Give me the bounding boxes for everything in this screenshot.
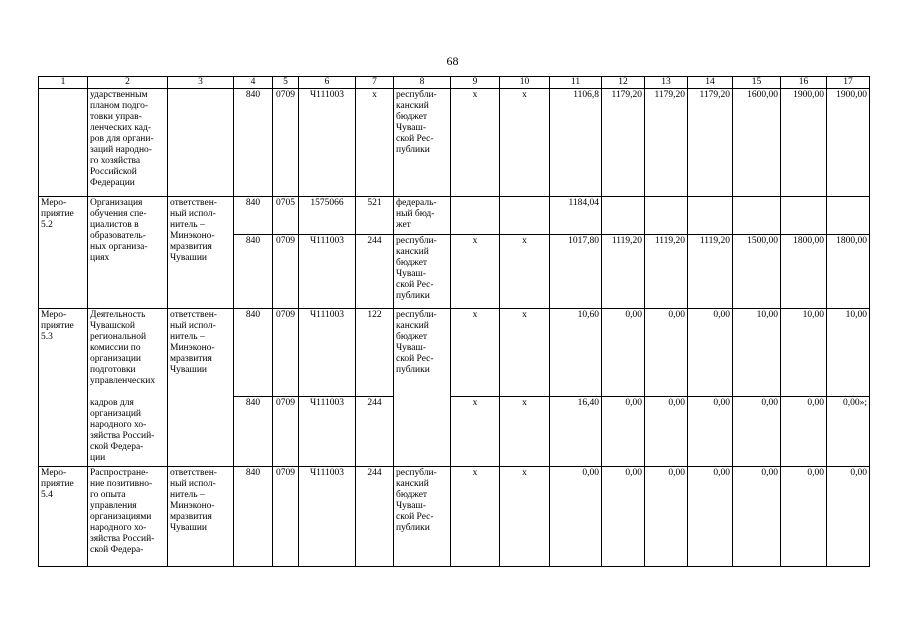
table-cell: 1184,04 <box>550 197 602 235</box>
table-cell <box>168 89 234 197</box>
table-cell: 0,00 <box>733 397 781 467</box>
activity-number: Меро- приятие 5.2 <box>41 198 74 230</box>
table-row <box>39 309 870 397</box>
table-cell: 840 <box>234 397 273 467</box>
table-cell <box>500 197 550 235</box>
table-cell <box>602 197 645 235</box>
activity-name-cell <box>88 89 168 197</box>
table-cell: 0,00 <box>602 467 645 567</box>
table-cell: Ч111003 <box>299 309 356 397</box>
table-row <box>39 197 870 235</box>
header-cell: 5 <box>273 77 299 89</box>
activity-name: ударственным планом подго- товки управ- ленческих кад- ров для органи- заций народно- го хозяйства Российской Федерации <box>90 90 154 188</box>
table-cell: 1119,20 <box>688 235 733 309</box>
table-cell: х <box>500 467 550 567</box>
header-cell: 6 <box>299 77 356 89</box>
executor: ответствен- ный испол- нитель – Минэконо- мразвития Чувашии <box>170 468 217 533</box>
activity-number-cell <box>39 309 88 467</box>
executor: ответствен- ный испол- нитель – Минэконо- мразвития Чувашии <box>170 198 217 263</box>
activity-name: Деятельность Чувашской региональной комиссии по организации подготовки управленческих <box>90 310 156 386</box>
table-cell: 0,00 <box>688 397 733 467</box>
table-cell: 1900,00 <box>781 89 827 197</box>
table-cell <box>645 197 688 235</box>
table-cell: 10,00 <box>827 309 870 397</box>
header-cell: 8 <box>394 77 451 89</box>
table-cell: 1800,00 <box>781 235 827 309</box>
table-cell: 0,00 <box>550 467 602 567</box>
budget-table <box>38 76 870 567</box>
activity-number: Меро- приятие 5.3 <box>41 310 74 342</box>
header-cell: 1 <box>39 77 88 89</box>
table-cell: 0,00 <box>781 397 827 467</box>
header-cell: 4 <box>234 77 273 89</box>
table-cell <box>394 89 451 197</box>
table-cell: х <box>500 89 550 197</box>
table-cell: х <box>500 235 550 309</box>
table-cell <box>394 197 451 235</box>
table-cell: 840 <box>234 467 273 567</box>
table-cell: 10,00 <box>781 309 827 397</box>
table-cell: 0705 <box>273 197 299 235</box>
table-cell <box>688 197 733 235</box>
table-cell: 0,00 <box>781 467 827 567</box>
activity-name: Организация обучения спе- циалистов в образователь- ных организа- циях <box>90 198 148 263</box>
table-cell: 0709 <box>273 235 299 309</box>
table-cell: 16,40 <box>550 397 602 467</box>
header-cell: 11 <box>550 77 602 89</box>
table-cell: 1106,8 <box>550 89 602 197</box>
header-cell: 13 <box>645 77 688 89</box>
table-cell: 0,00 <box>602 397 645 467</box>
table-cell: 1900,00 <box>827 89 870 197</box>
table-cell <box>394 309 451 467</box>
funding-source: республи- канский бюджет Чуваш- ской Рес- публики <box>396 468 437 533</box>
table-cell: 840 <box>234 197 273 235</box>
table-cell: 0,00 <box>645 397 688 467</box>
table-cell: Ч111003 <box>299 467 356 567</box>
activity-number: Меро- приятие 5.4 <box>41 468 74 500</box>
table-cell: 10,60 <box>550 309 602 397</box>
header-cell: 3 <box>168 77 234 89</box>
table-cell: 840 <box>234 235 273 309</box>
header-cell: 7 <box>356 77 394 89</box>
table-cell: 0,00 <box>827 467 870 567</box>
table-cell: х <box>451 235 500 309</box>
table-cell: х <box>451 89 500 197</box>
executor-cell <box>168 309 234 467</box>
activity-number-cell <box>39 467 88 567</box>
table-cell: х <box>451 309 500 397</box>
table-cell <box>394 235 451 309</box>
table-cell: 840 <box>234 309 273 397</box>
table-cell: 1179,20 <box>688 89 733 197</box>
table-cell: 840 <box>234 89 273 197</box>
table-cell: 1179,20 <box>645 89 688 197</box>
table-row <box>39 89 870 197</box>
table-cell: 0,00 <box>645 467 688 567</box>
table-cell <box>39 89 88 197</box>
table-cell: 0,00 <box>733 467 781 567</box>
funding-source: республи- канский бюджет Чуваш- ской Рес- публики <box>396 236 437 301</box>
executor-cell <box>168 197 234 309</box>
funding-source: федераль- ный бюд- жет <box>396 198 437 230</box>
table-row <box>39 467 870 567</box>
table-cell: х <box>500 397 550 467</box>
table-cell: 1600,00 <box>733 89 781 197</box>
table-cell: 244 <box>356 467 394 567</box>
activity-name-cell <box>88 197 168 309</box>
table-cell: 0,00 <box>688 467 733 567</box>
table-cell: 0709 <box>273 89 299 197</box>
table-cell: 1119,20 <box>645 235 688 309</box>
table-cell: 1800,00 <box>827 235 870 309</box>
table-cell: 10,00 <box>733 309 781 397</box>
header-cell: 10 <box>500 77 550 89</box>
table-cell: 1575066 <box>299 197 356 235</box>
header-cell: 15 <box>733 77 781 89</box>
header-cell: 2 <box>88 77 168 89</box>
table-cell: 1119,20 <box>602 235 645 309</box>
table-cell: 0,00 <box>688 309 733 397</box>
funding-source: республи- канский бюджет Чуваш- ской Рес- публики <box>396 310 437 375</box>
activity-name-cell <box>88 309 168 397</box>
activity-name-cell <box>88 397 168 467</box>
table-cell: 0709 <box>273 467 299 567</box>
table-cell: 0709 <box>273 309 299 397</box>
table-cell: 122 <box>356 309 394 397</box>
table-cell: Ч111003 <box>299 397 356 467</box>
table-cell: 244 <box>356 397 394 467</box>
table-cell: Ч111003 <box>299 235 356 309</box>
table-cell: 0,00»; <box>827 397 870 467</box>
header-cell: 9 <box>451 77 500 89</box>
table-header-row <box>39 77 870 89</box>
table-cell: 0709 <box>273 397 299 467</box>
table-cell: 0,00 <box>645 309 688 397</box>
funding-source: республи- канский бюджет Чуваш- ской Рес- публики <box>396 90 437 155</box>
header-cell: 12 <box>602 77 645 89</box>
table-cell: 1017,80 <box>550 235 602 309</box>
table-cell <box>733 197 781 235</box>
table-cell: х <box>451 397 500 467</box>
header-cell: 17 <box>827 77 870 89</box>
activity-name: Распростране- ние позитивно- го опыта управления организациями народного хо- зяйства Россий- ской Федера- <box>90 468 155 555</box>
page-number: 68 <box>446 54 459 68</box>
table-cell: х <box>356 89 394 197</box>
table-cell <box>451 197 500 235</box>
table-row <box>39 397 870 467</box>
activity-name: кадров для организаций народного хо- зяйства Россий- ской Федера- ции <box>90 397 155 463</box>
activity-name-cell <box>88 467 168 567</box>
table-cell: 0,00 <box>602 309 645 397</box>
header-cell: 14 <box>688 77 733 89</box>
table-cell: х <box>451 467 500 567</box>
header-cell: 16 <box>781 77 827 89</box>
activity-number-cell <box>39 197 88 309</box>
table-cell: 1179,20 <box>602 89 645 197</box>
table-cell: х <box>500 309 550 397</box>
executor: ответствен- ный испол- нитель – Минэконо- мразвития Чувашии <box>170 310 217 375</box>
table-cell: 1500,00 <box>733 235 781 309</box>
executor-cell <box>168 467 234 567</box>
table-cell <box>781 197 827 235</box>
table-cell: 521 <box>356 197 394 235</box>
table-cell <box>394 467 451 567</box>
table-cell <box>827 197 870 235</box>
table-cell: 244 <box>356 235 394 309</box>
table-cell: Ч111003 <box>299 89 356 197</box>
